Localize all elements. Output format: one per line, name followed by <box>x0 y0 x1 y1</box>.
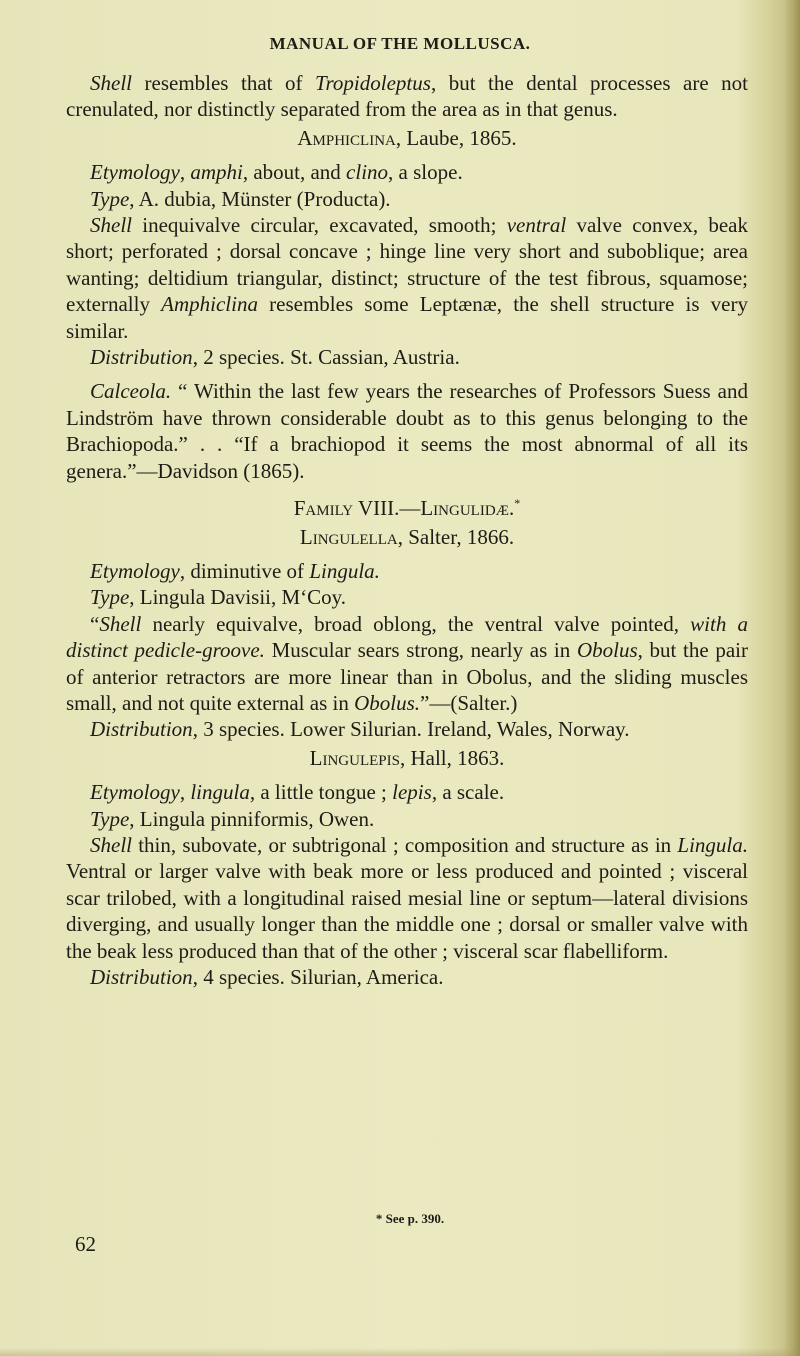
running-head: MANUAL OF THE MOLLUSCA. <box>269 34 531 53</box>
distribution-amphiclina: Distribution, 2 species. St. Cassian, Austria. <box>90 345 460 370</box>
footnote-marker: * <box>514 496 521 511</box>
shell-description-lingulella: “Shell nearly equivalve, broad oblong, the ventral valve pointed, with a distinct pedicle-groove. Muscular sears strong, nearly as in Obolus, but the pair of anterior retractors are more linear than in Obolus, and the sliding muscles small, and not quite external as in Obolus.”—(Salter.) <box>66 611 749 715</box>
distribution-lingulella: Distribution, 3 species. Lower Silurian. Ireland, Wales, Norway. <box>90 717 630 742</box>
etymology-lingulella: Etymology, diminutive of Lingula. <box>90 558 380 583</box>
footnote: * See p. 390. <box>375 1211 445 1226</box>
genus-heading-amphiclina: Amphiclina, Laube, 1865. <box>297 125 517 150</box>
type-lingulella: Type, Lingula Davisii, M‘Coy. <box>90 585 347 610</box>
genus-heading-lingulella: Lingulella, Salter, 1866. <box>299 524 515 549</box>
family-heading-lingulidae: Family VIII.—Lingulidæ.* <box>293 496 521 521</box>
page-number: 62 <box>75 1232 96 1256</box>
etymology-amphiclina: Etymology, amphi, about, and clino, a slope. <box>90 160 463 185</box>
term-shell: Shell <box>90 71 132 95</box>
etymology-lingulepis: Etymology, lingula, a little tongue ; lepis, a scale. <box>90 780 505 805</box>
type-amphiclina: Type, A. dubia, Münster (Producta). <box>90 186 391 211</box>
page-body <box>66 70 748 990</box>
paragraph-calceola: Calceola. “ Within the last few years the researches of Professors Suess and Lindström have thrown considerable doubt as to this genus belonging to the Brachiopoda.” . . “If a brachiopod it seems the most abnormal of all its genera.”—Davidson (1865). <box>66 379 748 483</box>
shell-description-amphiclina: Shell inequivalve circular, excavated, smooth; ventral valve convex, beak short; perforated ; dorsal concave ; hinge line very short and suboblique; area wanting; deltidium triangular, distinct; structure of the test fibrous, squamose; externally Amphiclina resembles some Leptænæ, the shell structure is very similar. <box>66 213 748 343</box>
genus-name: Tropidoleptus <box>315 71 431 95</box>
type-lingulepis: Type, Lingula pinniformis, Owen. <box>90 806 375 831</box>
shell-description-lingulepis: Shell thin, subovate, or subtrigonal ; composition and structure as in Lingula. Ventral or larger valve with beak more or less produced and pointed ; visceral scar trilobed, with a longitudinal raised mesial line or septum—lateral divisions diverging, and usually longer than the middle one ; dorsal or smaller valve with the beak less produced than that of the other ; visceral scar flabelliform. <box>66 832 748 963</box>
genus-heading-lingulepis: Lingulepis, Hall, 1863. <box>309 745 505 770</box>
page-spine-shadow <box>784 0 800 1356</box>
paragraph-tropidoleptus-comparison: Shell resembles that of Tropidoleptus, but the dental processes are not crenulated, nor distinctly separated from the area as in that genus. <box>66 71 749 122</box>
distribution-lingulepis: Distribution, 4 species. Silurian, America. <box>90 965 444 989</box>
page-bottom-shadow <box>0 1348 800 1356</box>
